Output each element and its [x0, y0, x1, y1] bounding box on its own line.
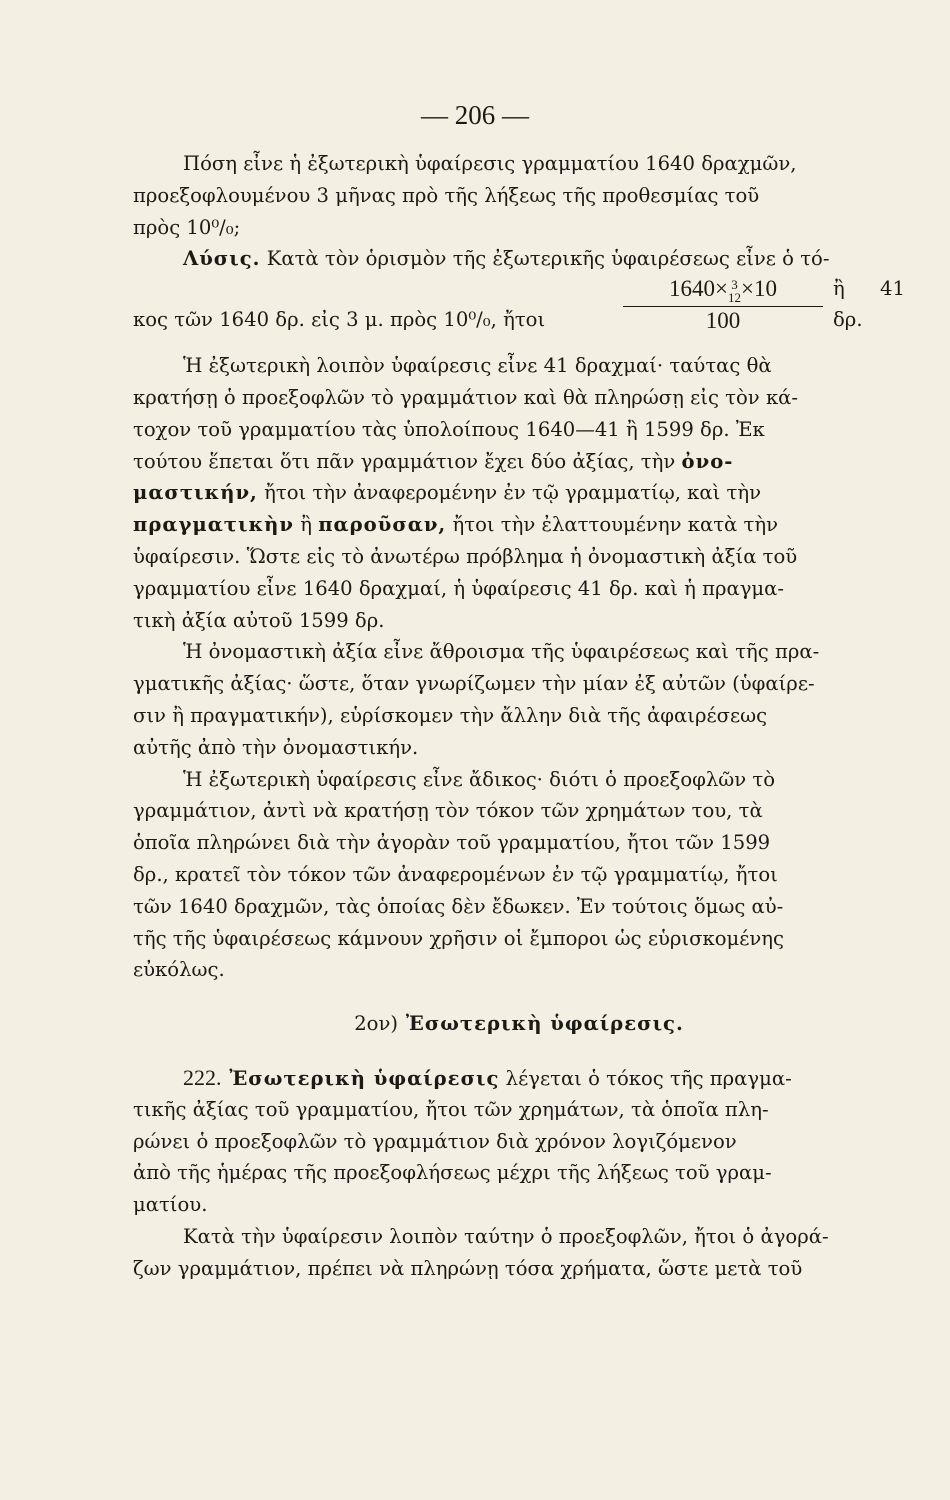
fraction: [623, 275, 823, 333]
paragraph-line: εὐκόλως.: [133, 958, 225, 982]
paragraph-text: λέγεται ὁ τόκος τῆς πραγμα-: [499, 1066, 792, 1090]
paragraph-line: Ἡ ἐξωτερικὴ λοιπὸν ὑφαίρεσις εἶνε 41 δραχμαί· ταύτας θὰ: [183, 354, 772, 378]
paragraph-line: τῆς τῆς ὑφαιρέσεως κάμνουν χρῆσιν οἱ ἔμποροι ὡς εὑρισκομένης: [133, 926, 785, 950]
paragraph-text: ἤτοι τὴν ἐλαττουμένην κατὰ τὴν: [446, 513, 778, 537]
paragraph-line: γματικῆς ἀξίας· ὥστε, ὅταν γνωρίζωμεν τὴν μίαν ἐξ αὐτῶν (ὑφαίρε-: [133, 672, 815, 696]
paragraph-line: Ἡ ἐξωτερικὴ ὑφαίρεσις εἶνε ἄδικος· διότι ὁ προεξοφλῶν τὸ: [183, 767, 776, 791]
paragraph-line: αὐτῆς ἀπὸ τὴν ὀνομαστικήν.: [133, 735, 419, 759]
paragraph-line: [133, 509, 905, 541]
problem-line: Πόση εἶνε ἡ ἐξωτερικὴ ὑφαίρεσις γραμματίου 1640 δραχμῶν,: [183, 152, 797, 175]
solution-text: Κατὰ τὸν ὁρισμὸν τῆς ἐξωτερικῆς ὑφαιρέσεως εἶνε ὁ τό-: [260, 247, 830, 271]
paragraph-line: [133, 446, 905, 478]
numerator-right: ×10: [741, 276, 777, 302]
formula-line: [133, 275, 905, 350]
section-heading: [133, 1008, 905, 1040]
small-fraction-numerator: 3: [731, 276, 738, 292]
paragraph-line: Ἡ ὀνομαστικὴ ἀξία εἶνε ἄθροισμα τῆς ὑφαιρέσεως καὶ τῆς πρα-: [183, 640, 820, 664]
bold-term: πραγματικὴν: [133, 513, 294, 537]
small-fraction: [728, 278, 741, 304]
formula-lead-text: κος τῶν 1640 δρ. εἰς 3 μ. πρὸς 10⁰/₀, ἤτοι: [133, 308, 546, 332]
fraction-numerator: [623, 275, 823, 304]
problem-line: προεξοφλουμένου 3 μῆνας πρὸ τῆς λήξεως τῆς προθεσμίας τοῦ: [133, 183, 760, 207]
solution-label: Λύσις.: [183, 247, 261, 271]
paragraph-text: τούτου ἕπεται ὅτι πᾶν γραμμάτιον ἔχει δύο ἀξίας, τὴν: [133, 449, 676, 473]
paragraph-line: [133, 1062, 905, 1094]
formula-result: ἢ 41 δρ.: [833, 276, 905, 332]
paragraph-line: κρατήσῃ ὁ προεξοφλῶν τὸ γραμμάτιον καὶ θὰ πληρώσῃ εἰς τὸν κά-: [133, 385, 799, 409]
page-body: [133, 148, 905, 1285]
paragraph-text: ἤτοι τὴν ἀναφερομένην ἐν τῷ γραμματίῳ, καὶ τὴν: [257, 481, 762, 505]
paragraph-line: ματίου.: [133, 1193, 208, 1217]
paragraph-line: ὁποῖα πληρώνει διὰ τὴν ἀγορὰν τοῦ γραμματίου, ἤτοι τῶν 1599: [133, 831, 771, 855]
section-number: 2ον): [354, 1012, 399, 1036]
bold-term: μαστικήν,: [133, 481, 258, 505]
page-number: — 206 —: [421, 100, 529, 130]
paragraph-line: τικὴ ἀξία αὐτοῦ 1599 δρ.: [133, 608, 385, 632]
paragraph-line: ζων γραμμάτιον, πρέπει νὰ πληρώνῃ τόσα χρήματα, ὥστε μετὰ τοῦ: [133, 1256, 803, 1280]
bold-term: Ἐσωτερικὴ ὑφαίρεσις: [221, 1066, 500, 1090]
solution-line: [133, 243, 905, 275]
paragraph-line: Κατὰ τὴν ὑφαίρεσιν λοιπὸν ταύτην ὁ προεξοφλῶν, ἤτοι ὁ ἀγορά-: [183, 1224, 829, 1248]
paragraph-line: [133, 477, 905, 509]
paragraph-text: ἢ: [294, 513, 319, 537]
paragraph-line: σιν ἢ πραγματικήν), εὑρίσκομεν τὴν ἄλλην διὰ τῆς ἀφαιρέσεως: [133, 703, 768, 727]
bold-term: ὀνο-: [681, 449, 734, 473]
paragraph-line: τῶν 1640 δραχμῶν, τὰς ὁποίας δὲν ἔδωκεν. Ἐν τούτοις ὅμως αὐ-: [133, 894, 784, 918]
paragraph-line: δρ., κρατεῖ τὸν τόκον τῶν ἀναφερομένων ἐν τῷ γραμματίῳ, ἤτοι: [133, 862, 778, 886]
paragraph-line: γραμμάτιον, ἀντὶ νὰ κρατήσῃ τὸν τόκον τῶν χρημάτων του, τὰ: [133, 799, 763, 823]
bold-term: παροῦσαν,: [318, 513, 447, 537]
small-fraction-denominator: 12: [728, 289, 741, 305]
paragraph-line: ἀπὸ τῆς ἡμέρας τῆς προεξοφλήσεως μέχρι τῆς λήξεως τοῦ γραμ-: [133, 1161, 772, 1185]
problem-line: πρὸς 10⁰/₀;: [133, 215, 241, 239]
fraction-denominator: 100: [705, 307, 741, 333]
article-number: 222.: [183, 1064, 222, 1090]
paragraph-line: τικῆς ἀξίας τοῦ γραμματίου, ἤτοι τῶν χρημάτων, τὰ ὁποῖα πλη-: [133, 1097, 769, 1121]
numerator-left: 1640×: [669, 276, 728, 302]
paragraph-line: ρώνει ὁ προεξοφλῶν τὸ γραμμάτιον διὰ χρόνον λογιζόμενον: [133, 1129, 737, 1153]
paragraph-line: ὑφαίρεσιν. Ὥστε εἰς τὸ ἀνωτέρω πρόβλημα ἡ ὀνομαστικὴ ἀξία τοῦ: [133, 544, 798, 568]
paragraph-line: τοχον τοῦ γραμματίου τὰς ὑπολοίπους 1640—41 ἢ 1599 δρ. Ἐκ: [133, 417, 765, 441]
section-title: Ἐσωτερικὴ ὑφαίρεσις.: [398, 1012, 684, 1036]
paragraph-line: γραμματίου εἶνε 1640 δραχμαί, ἡ ὑφαίρεσις 41 δρ. καὶ ἡ πραγμα-: [133, 576, 785, 600]
fraction-bar: [623, 306, 823, 307]
